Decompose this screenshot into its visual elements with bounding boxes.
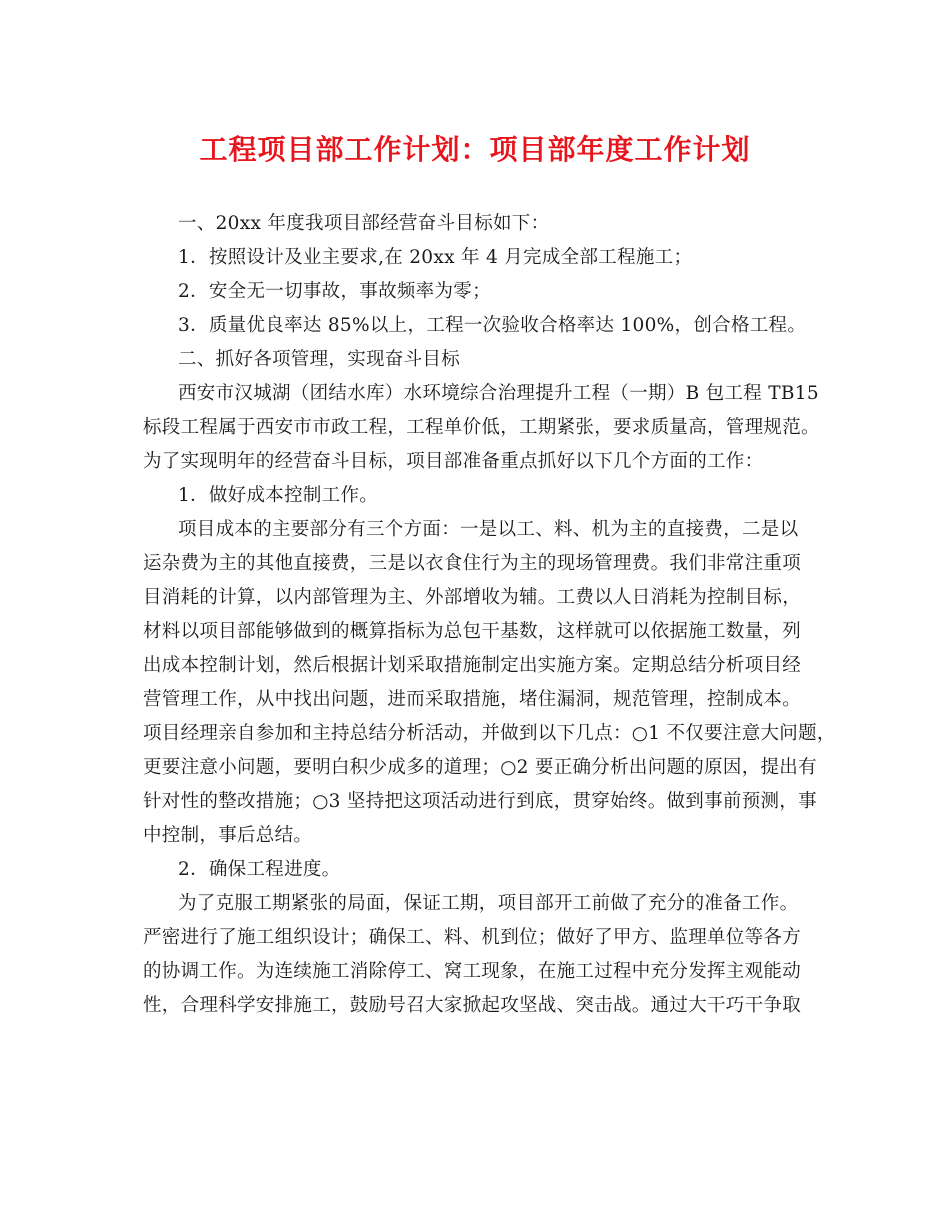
text-line: 西安市汉城湖（团结水库）水环境综合治理提升工程（一期）B 包工程 TB15: [178, 383, 819, 404]
text-line: 为了克服工期紧张的局面，保证工期，项目部开工前做了充分的准备工作。: [178, 893, 799, 914]
text-line: 项目成本的主要部分有三个方面：一是以工、料、机为主的直接费，二是以: [178, 519, 799, 540]
text-line: 营管理工作，从中找出问题，进而采取措施，堵住漏洞，规范管理，控制成本。: [143, 689, 802, 710]
text-line: 项目经理亲自参加和主持总结分析活动，并做到以下几点：○1 不仅要注意大问题，: [143, 723, 836, 744]
text-line: 出成本控制计划，然后根据计划采取措施制定出实施方案。定期总结分析项目经: [143, 655, 802, 676]
text-line: 中控制，事后总结。: [143, 825, 313, 846]
text-line: 的协调工作。为连续施工消除停工、窝工现象，在施工过程中充分发挥主观能动: [143, 961, 802, 982]
text-line: 1．按照设计及业主要求,在 20xx 年 4 月完成全部工程施工；: [178, 247, 693, 268]
text-line: 性，合理科学安排施工，鼓励号召大家掀起攻坚战、突击战。通过大干巧干争取: [143, 995, 802, 1016]
text-line: 3．质量优良率达 85%以上，工程一次验收合格率达 100%，创合格工程。: [178, 315, 807, 336]
text-line: 严密进行了施工组织设计；确保工、料、机到位；做好了甲方、监理单位等各方: [143, 927, 802, 948]
text-line: 2．安全无一切事故，事故频率为零；: [178, 281, 491, 302]
text-line: 2．确保工程进度。: [178, 859, 341, 880]
text-line: 为了实现明年的经营奋斗目标，项目部准备重点抓好以下几个方面的工作：: [143, 451, 764, 472]
text-line: 针对性的整改措施；○3 坚持把这项活动进行到底，贯穿始终。做到事前预测，事: [143, 791, 817, 812]
text-line: 1．做好成本控制工作。: [178, 485, 379, 506]
text-line: 目消耗的计算，以内部管理为主、外部增收为辅。工费以人日消耗为控制目标，: [143, 587, 802, 608]
text-line: 二、抓好各项管理，实现奋斗目标: [178, 349, 461, 370]
text-line: 标段工程属于西安市市政工程，工程单价低，工期紧张，要求质量高，管理规范。: [143, 417, 820, 438]
text-line: 一、20xx 年度我项目部经营奋斗目标如下：: [178, 213, 550, 234]
text-line: 运杂费为主的其他直接费，三是以衣食住行为主的现场管理费。我们非常注重项: [143, 553, 802, 574]
document-title: 工程项目部工作计划：项目部年度工作计划: [199, 133, 751, 166]
text-line: 材料以项目部能够做到的概算指标为总包干基数，这样就可以依据施工数量，列: [143, 621, 802, 642]
text-line: 更要注意小问题，要明白积少成多的道理；○2 要正确分析出问题的原因，提出有: [143, 757, 817, 778]
